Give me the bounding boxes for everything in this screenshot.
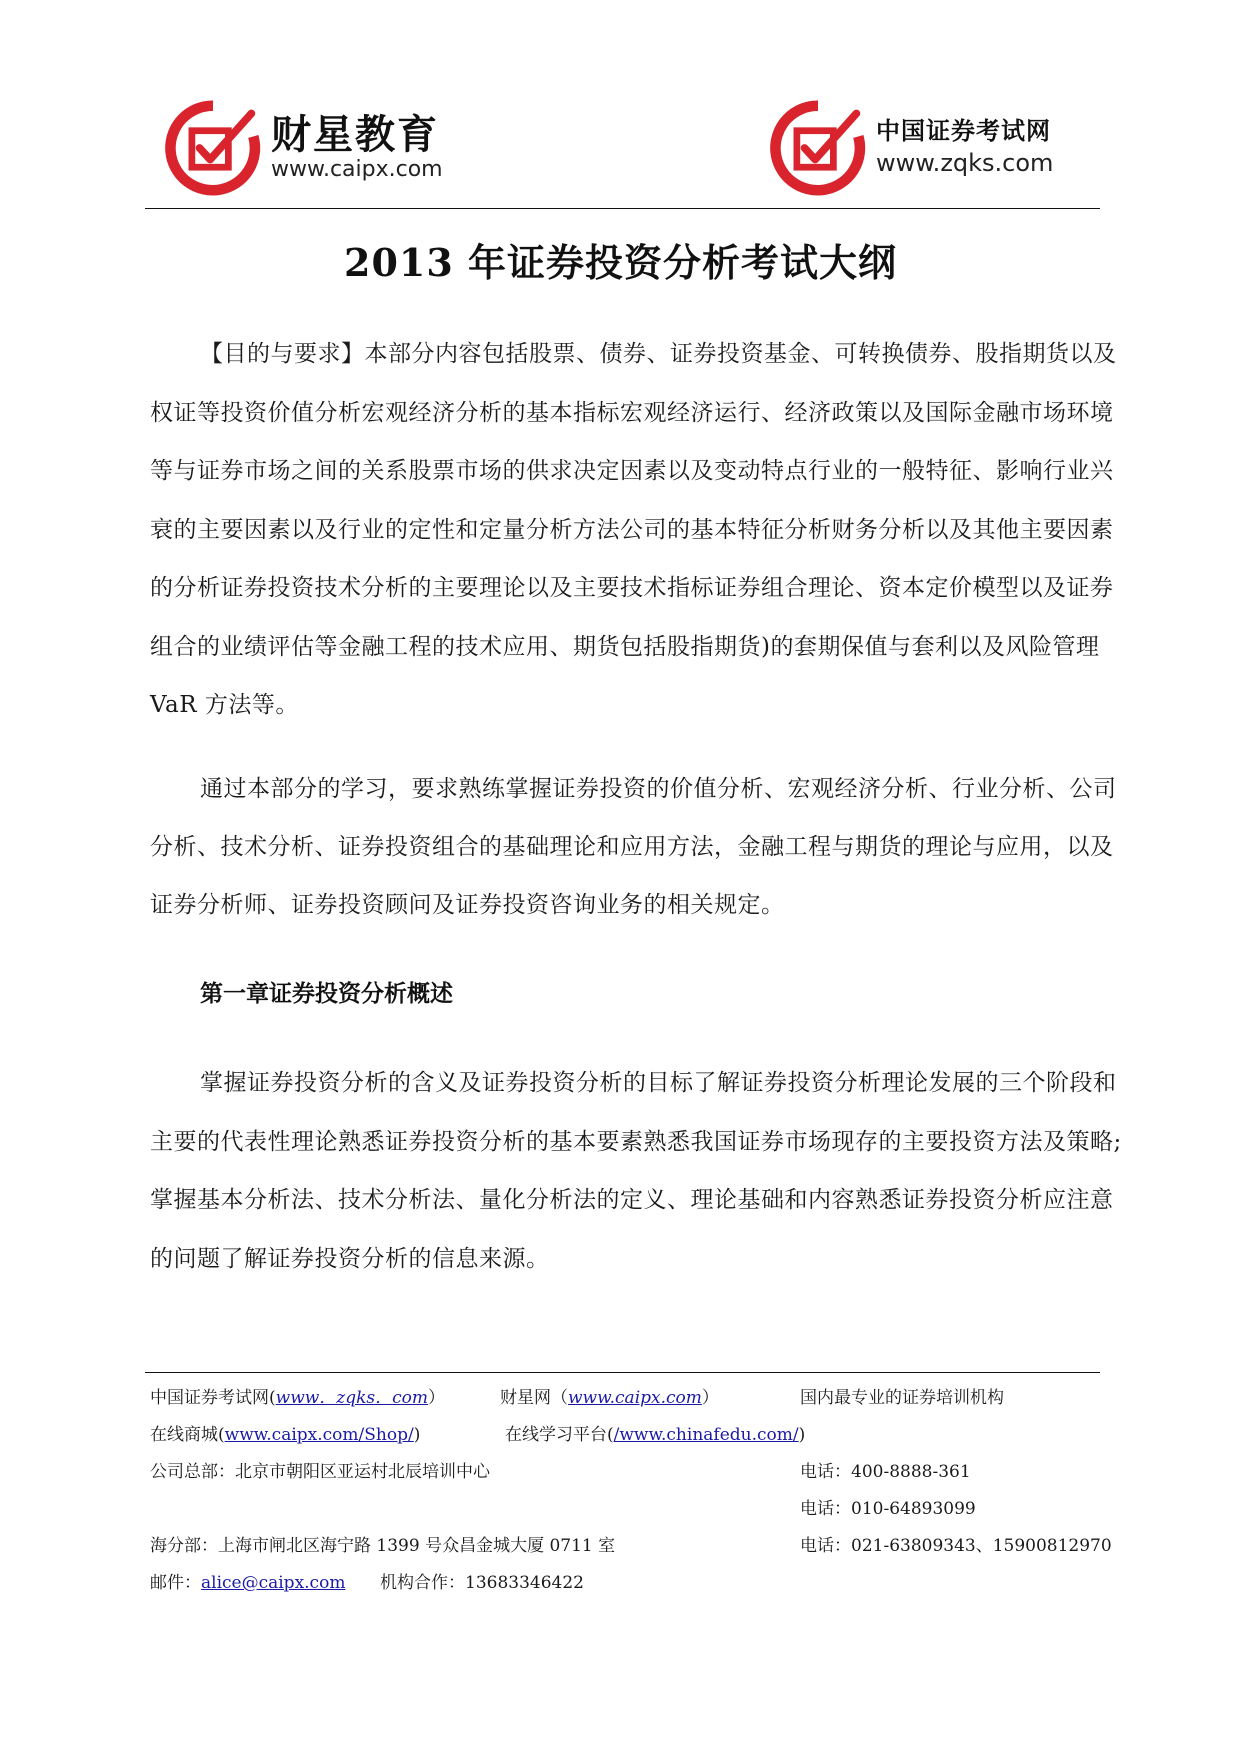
chapter-heading: 第一章证券投资分析概述 (200, 981, 453, 1007)
footer-label: 财星网（ (500, 1388, 568, 1408)
footer-row (150, 1523, 1110, 1560)
footer-row (150, 1449, 1110, 1486)
footer-learning (505, 1420, 805, 1445)
check-box-logo-icon (770, 100, 866, 196)
logo-zqks (770, 100, 1053, 196)
email-link[interactable]: alice@caipx.com (201, 1573, 346, 1593)
footer-row (150, 1560, 1110, 1597)
footer-hq-phone: 电话：400-8888-361 (800, 1462, 971, 1482)
paragraph-learning: 通过本部分的学习，要求熟练掌握证券投资的价值分析、宏观经济分析、行业分析、公司分析、技术分析、证券投资组合的基础理论和应用方法，金融工程与期货的理论与应用，以及证券分析师、证券投资顾问及证券投资咨询业务的相关规定。 (150, 776, 1117, 918)
footer-shop (150, 1420, 420, 1445)
logo-url: www.caipx.com (271, 156, 443, 182)
header-divider (145, 208, 1100, 209)
link-chinafedu[interactable]: /www.chinafedu.com/ (613, 1425, 799, 1445)
footer-label: 在线学习平台( (505, 1425, 614, 1445)
footer-label: 邮件： (150, 1573, 201, 1593)
footer-row (150, 1412, 1110, 1449)
logo-name: 财星教育 (271, 111, 439, 158)
link-zqks[interactable]: www．zqks．com (275, 1388, 429, 1408)
footer-sh-phone: 电话：021-63809343、15900812970 (800, 1536, 1112, 1556)
footer-label: ) (413, 1425, 421, 1445)
footer-label: 在线商城( (150, 1425, 225, 1445)
footer-hq-address: 公司总部：北京市朝阳区亚运村北辰培训中心 (150, 1462, 490, 1482)
footer-phone: 电话：010-64893099 (800, 1499, 976, 1519)
footer-label: ） (428, 1388, 446, 1408)
footer-sh-address: 海分部：上海市闸北区海宁路 1399 号众昌金城大厦 0711 室 (150, 1536, 616, 1556)
paragraph-objectives: 【目的与要求】本部分内容包括股票、债券、证券投资基金、可转换债券、股指期货以及权证等投资价值分析宏观经济分析的基本指标宏观经济运行、经济政策以及国际金融市场环境等与证券市场之间的关系股票市场的供求决定因素以及变动特点行业的一般特征、影响行业兴衰的主要因素以及行业的定性和定量分析方法公司的基本特征分析财务分析以及其他主要因素的分析证券投资技术分析的主要理论以及主要技术指标证券组合理论、资本定价模型以及证券组合的业绩评估等金融工程的技术应用、期货包括股指期货)的套期保值与套利以及风险管理VaR 方法等。 (150, 341, 1117, 718)
link-caipx[interactable]: www.caipx.com (568, 1388, 702, 1408)
footer-email (150, 1568, 345, 1593)
footer-label: ） (701, 1388, 719, 1408)
footer-row (150, 1486, 1110, 1523)
logo-url: www.zqks.com (876, 148, 1054, 177)
footer-slogan: 国内最专业的证券培训机构 (800, 1388, 1004, 1408)
logo-name: 中国证券考试网 (876, 117, 1051, 146)
footer-divider (145, 1372, 1100, 1373)
logo-caixing (165, 100, 443, 196)
check-box-logo-icon (165, 100, 261, 196)
footer (150, 1375, 1110, 1597)
footer-label: ) (798, 1425, 806, 1445)
footer-cooperation: 机构合作：13683346422 (380, 1573, 584, 1593)
footer-row (150, 1375, 1110, 1412)
footer-zqks (150, 1383, 445, 1408)
paragraph-chapter-one: 掌握证券投资分析的含义及证券投资分析的目标了解证券投资分析理论发展的三个阶段和主要的代表性理论熟悉证券投资分析的基本要素熟悉我国证券市场现存的主要投资方法及策略;掌握基本分析法、技术分析法、量化分析法的定义、理论基础和内容熟悉证券投资分析应注意的问题了解证券投资分析的信息来源。 (150, 1070, 1122, 1272)
link-shop[interactable]: www.caipx.com/Shop/ (224, 1425, 414, 1445)
footer-label: 中国证券考试网( (150, 1388, 276, 1408)
page-title: 2013 年证券投资分析考试大纲 (344, 240, 897, 285)
footer-caipx (500, 1383, 719, 1408)
